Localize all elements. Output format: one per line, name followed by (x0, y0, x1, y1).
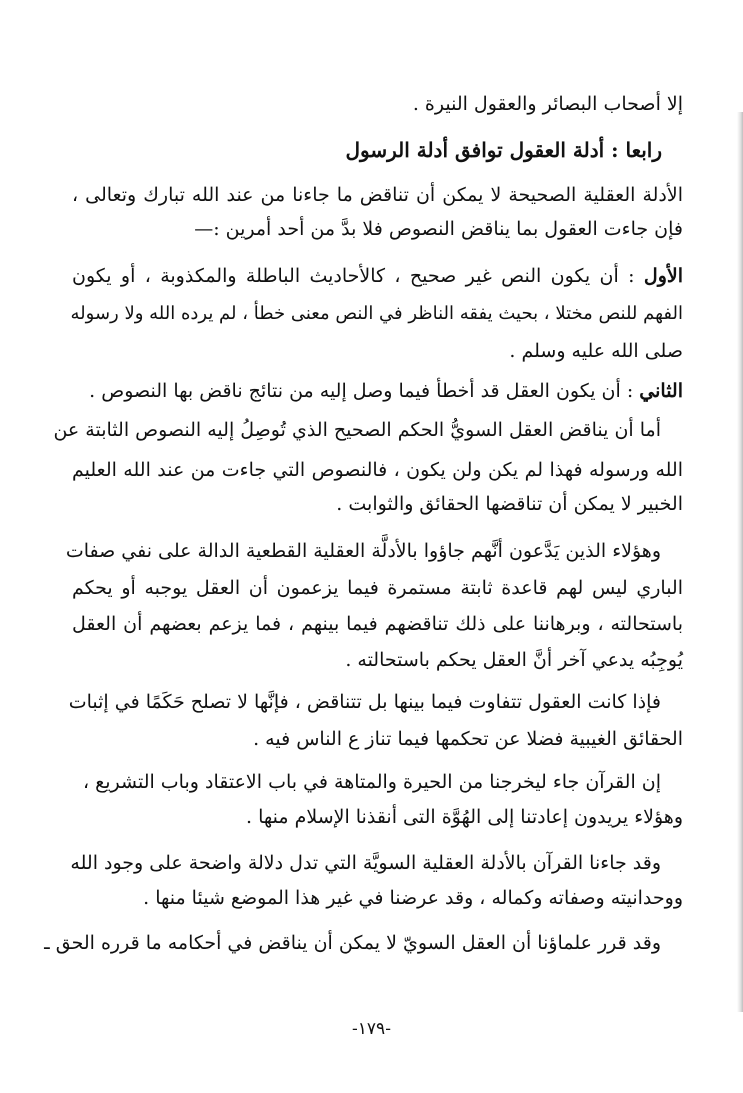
text-line-11: الخبير لا يمكن أن تناقضها الحقائق والثوابت . (336, 493, 683, 515)
text-line-22: وقد قرر علماؤنا أن العقل السويّ لا يمكن أن يناقض في أحكامه ما قرره الحق ـ (44, 932, 661, 954)
page-number: -١٧٩- (352, 1019, 391, 1039)
second-case-text: : أن يكون العقل قد أخطأ فيما وصل إليه من نتائج ناقض بها النصوص . (89, 380, 634, 402)
text-line-6: الفهم للنص مختلا ، بحيث يفقه الناظر في النص معنى خطأ ، لم يرده الله ولا رسوله (70, 303, 683, 324)
text-line-4: فإن جاءت العقول بما يناقض النصوص فلا بدَّ من أحد أمرين :— (194, 218, 683, 240)
text-line-10: الله ورسوله فهذا لم يكن ولن يكون ، فالنصوص التي جاءت من عند الله العليم (72, 459, 683, 481)
text-line-19: وهؤلاء يريدون إعادتنا إلى الهُوَّة التى أنقذنا الإسلام منها . (246, 806, 683, 828)
text-line-13: الباري ليس لهم قاعدة ثابتة مستمرة فيما يزعمون أن العقل يوجبه أو يحكم (72, 577, 683, 599)
text-line-9: أما أن يناقض العقل السويُّ الحكم الصحيح الذي تُوصِلُ إليه النصوص الثابتة عن (53, 419, 661, 441)
text-line-20: وقد جاءنا القرآن بالأدلة العقلية السويَّة التي تدل دلالة واضحة على وجود الله (70, 852, 661, 874)
text-line-17: الحقائق الغيبية فضلا عن تحكمها فيما تناز ع الناس فيه . (253, 728, 683, 750)
first-case-text: : أن يكون النص غير صحيح ، كالأحاديث الباطلة والمكذوبة ، أو يكون (72, 265, 635, 287)
text-line-3: الأدلة العقلية الصحيحة لا يمكن أن تناقض ما جاءنا من عند الله تبارك وتعالى ، (72, 184, 683, 206)
text-line-1: إلا أصحاب البصائر والعقول النيرة . (412, 93, 683, 115)
text-line-14: باستحالته ، وبرهاننا على ذلك تناقضهم فيما بينهم ، فما يزعم بعضهم أن العقل (72, 613, 683, 635)
text-line-18: إن القرآن جاء ليخرجنا من الحيرة والمتاهة في باب الاعتقاد وباب التشريع ، (82, 771, 661, 793)
second-case-line (89, 379, 683, 403)
text-line-15: يُوجِبُه يدعي آخر أنَّ العقل يحكم باستحالته . (345, 649, 683, 671)
page-edge-shadow (737, 112, 743, 1012)
text-line-16: فإذا كانت العقول تتفاوت فيما بينها بل تتناقض ، فإنَّها لا تصلح حَكَمًا في إثبات (68, 691, 661, 713)
text-line-12: وهؤلاء الذين يَدَّعون أنَّهم جاؤوا بالأدلَّة العقلية القطعية الدالة على نفي صفات (65, 540, 661, 562)
second-case-label: الثاني (639, 380, 683, 402)
section-heading: رابعا : أدلة العقول توافق أدلة الرسول (345, 138, 662, 162)
text-line-21: ووحدانيته وصفاته وكماله ، وقد عرضنا في غير هذا الموضع شيئا منها . (143, 887, 683, 909)
first-case-label: الأول (643, 265, 683, 287)
first-case-line (72, 264, 683, 288)
text-line-7: صلى الله عليه وسلم . (509, 340, 683, 362)
